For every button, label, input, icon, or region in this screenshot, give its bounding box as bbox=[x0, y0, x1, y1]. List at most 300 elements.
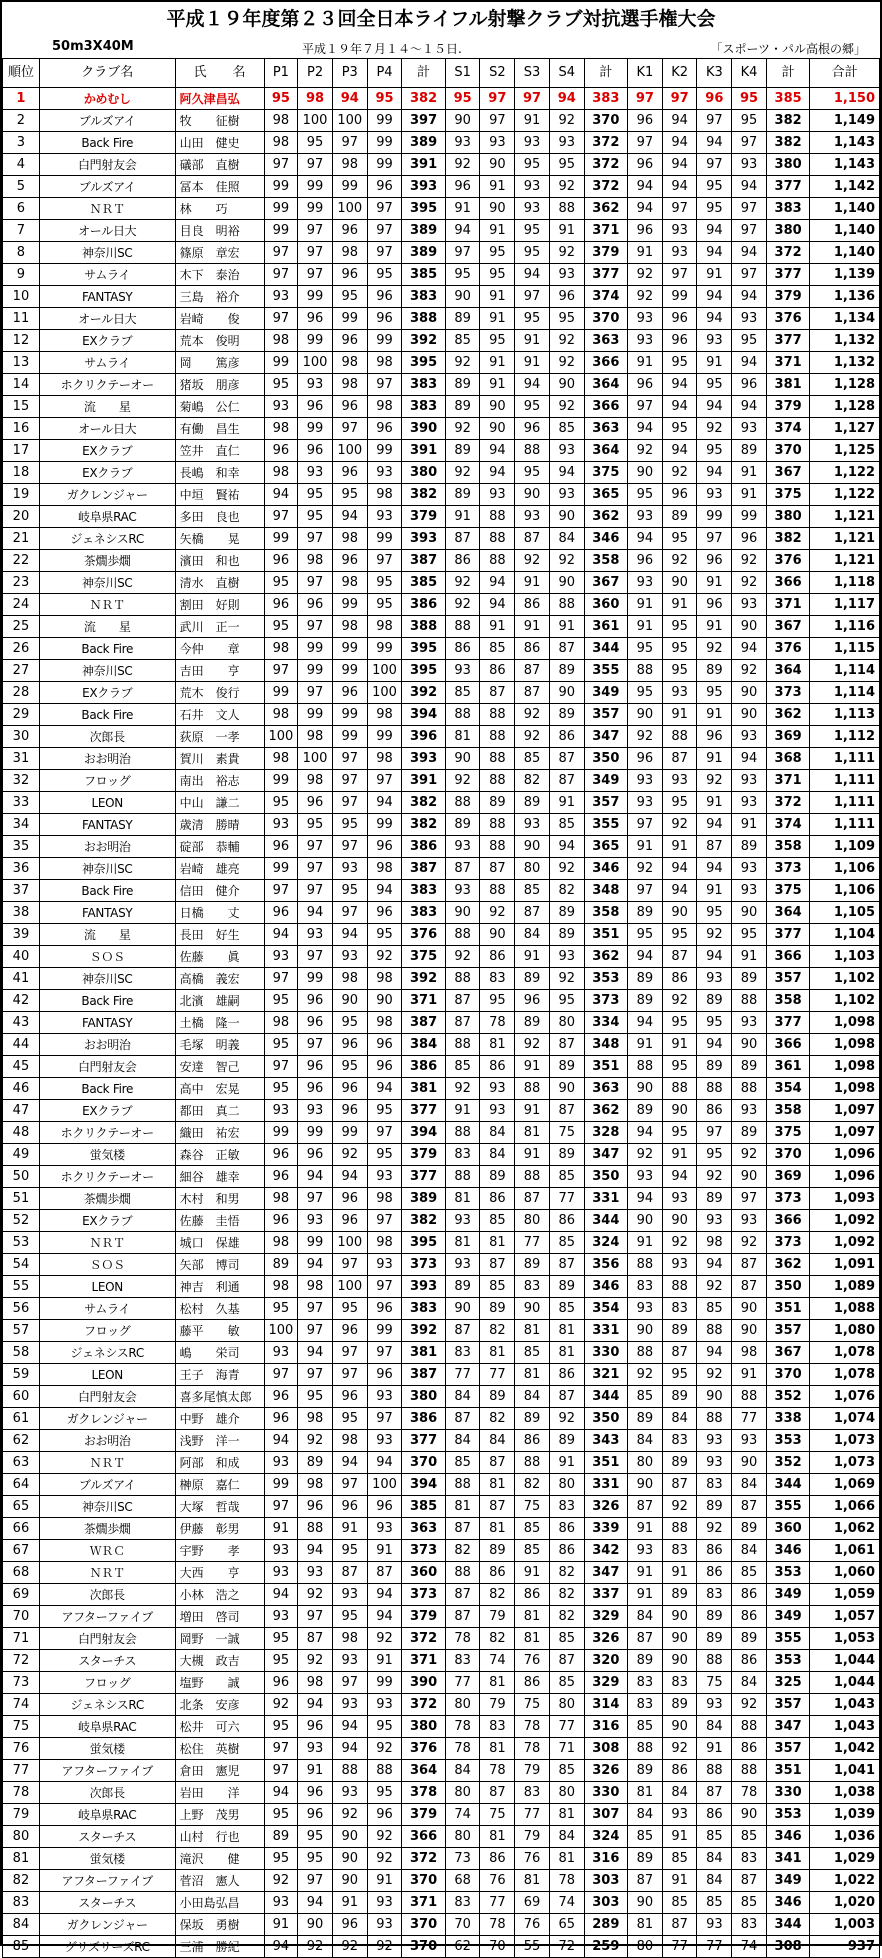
cell-p1: 94 bbox=[264, 924, 298, 946]
cell-p4: 98 bbox=[367, 352, 402, 374]
cell-grand-total: 1,136 bbox=[810, 286, 880, 308]
cell-s-total: 349 bbox=[584, 682, 627, 704]
cell-k-total: 371 bbox=[766, 352, 809, 374]
cell-name: 石井 文人 bbox=[175, 704, 264, 726]
cell-s1: 92 bbox=[445, 594, 480, 616]
cell-p-total: 384 bbox=[402, 1034, 445, 1056]
cell-p2: 93 bbox=[298, 374, 333, 396]
cell-s3: 85 bbox=[515, 748, 550, 770]
cell-club: LEON bbox=[39, 792, 175, 814]
cell-p2: 96 bbox=[298, 1144, 333, 1166]
cell-k-total: 346 bbox=[766, 1826, 809, 1848]
cell-p-total: 380 bbox=[402, 462, 445, 484]
cell-name: 北条 安彦 bbox=[175, 1694, 264, 1716]
cell-p-total: 389 bbox=[402, 220, 445, 242]
table-row bbox=[3, 1430, 880, 1452]
cell-p3: 100 bbox=[332, 440, 367, 462]
cell-s1: 81 bbox=[445, 1496, 480, 1518]
cell-k3: 75 bbox=[697, 1672, 732, 1694]
cell-p4: 97 bbox=[367, 1210, 402, 1232]
cell-k2: 91 bbox=[662, 1034, 697, 1056]
cell-k2: 95 bbox=[662, 638, 697, 660]
cell-s-total: 372 bbox=[584, 176, 627, 198]
cell-p3: 90 bbox=[332, 990, 367, 1012]
cell-s4: 92 bbox=[549, 968, 584, 990]
cell-club: おお明治 bbox=[39, 1430, 175, 1452]
cell-k3: 84 bbox=[697, 1848, 732, 1870]
cell-p1: 99 bbox=[264, 528, 298, 550]
cell-name: 嶋 栄司 bbox=[175, 1342, 264, 1364]
cell-s2: 86 bbox=[480, 660, 515, 682]
cell-p1: 95 bbox=[264, 1716, 298, 1738]
cell-s1: 93 bbox=[445, 660, 480, 682]
cell-s-total: 357 bbox=[584, 704, 627, 726]
cell-s2: 87 bbox=[480, 1782, 515, 1804]
cell-p-total: 376 bbox=[402, 1738, 445, 1760]
cell-s4: 85 bbox=[549, 1298, 584, 1320]
table-row bbox=[3, 1650, 880, 1672]
cell-p3: 97 bbox=[332, 1672, 367, 1694]
cell-k-total: 372 bbox=[766, 242, 809, 264]
cell-p2: 97 bbox=[298, 836, 333, 858]
cell-s-total: 346 bbox=[584, 858, 627, 880]
cell-s1: 95 bbox=[445, 264, 480, 286]
cell-p3: 95 bbox=[332, 1012, 367, 1034]
cell-s-total: 320 bbox=[584, 1650, 627, 1672]
cell-p2: 97 bbox=[298, 1034, 333, 1056]
cell-grand-total: 1,132 bbox=[810, 352, 880, 374]
cell-p4: 96 bbox=[367, 308, 402, 330]
cell-p4: 97 bbox=[367, 1122, 402, 1144]
cell-grand-total: 1,044 bbox=[810, 1650, 880, 1672]
cell-k3: 99 bbox=[697, 506, 732, 528]
cell-k2: 83 bbox=[662, 1540, 697, 1562]
cell-p2: 96 bbox=[298, 1496, 333, 1518]
cell-s4: 89 bbox=[549, 1430, 584, 1452]
cell-s4: 81 bbox=[549, 1848, 584, 1870]
cell-k2: 84 bbox=[662, 1782, 697, 1804]
cell-s2: 93 bbox=[480, 484, 515, 506]
cell-club: FANTASY bbox=[39, 286, 175, 308]
cell-s-total: 374 bbox=[584, 286, 627, 308]
cell-s3: 81 bbox=[515, 1606, 550, 1628]
cell-s2: 77 bbox=[480, 1364, 515, 1386]
header-s-total: 計 bbox=[584, 59, 627, 88]
cell-k-total: 377 bbox=[766, 1012, 809, 1034]
cell-p3: 96 bbox=[332, 330, 367, 352]
cell-p4: 97 bbox=[367, 242, 402, 264]
cell-name: 小田島弘昌 bbox=[175, 1892, 264, 1914]
cell-p4: 94 bbox=[367, 880, 402, 902]
cell-k4: 89 bbox=[732, 968, 767, 990]
cell-s3: 93 bbox=[515, 132, 550, 154]
cell-s2: 91 bbox=[480, 374, 515, 396]
cell-k-total: 382 bbox=[766, 132, 809, 154]
cell-p1: 98 bbox=[264, 132, 298, 154]
cell-s-total: 358 bbox=[584, 550, 627, 572]
cell-k4: 84 bbox=[732, 1540, 767, 1562]
cell-s-total: 371 bbox=[584, 220, 627, 242]
cell-name: 大西 亨 bbox=[175, 1562, 264, 1584]
cell-k1: 81 bbox=[628, 1782, 663, 1804]
cell-p1: 96 bbox=[264, 1672, 298, 1694]
cell-s3: 91 bbox=[515, 572, 550, 594]
cell-k2: 77 bbox=[662, 1936, 697, 1958]
cell-s4: 86 bbox=[549, 1210, 584, 1232]
cell-rank: 53 bbox=[3, 1232, 40, 1254]
cell-p-total: 395 bbox=[402, 638, 445, 660]
cell-club: 白門射友会 bbox=[39, 1056, 175, 1078]
cell-k2: 92 bbox=[662, 1496, 697, 1518]
cell-k-total: 360 bbox=[766, 1518, 809, 1540]
cell-grand-total: 1,043 bbox=[810, 1694, 880, 1716]
cell-name: 北濱 雄嗣 bbox=[175, 990, 264, 1012]
cell-s4: 93 bbox=[549, 440, 584, 462]
cell-p2: 99 bbox=[298, 1122, 333, 1144]
cell-p1: 93 bbox=[264, 1540, 298, 1562]
cell-p3: 95 bbox=[332, 286, 367, 308]
table-row bbox=[3, 1584, 880, 1606]
cell-k2: 89 bbox=[662, 1584, 697, 1606]
cell-s3: 85 bbox=[515, 1342, 550, 1364]
cell-p1: 97 bbox=[264, 968, 298, 990]
cell-club: ホクリクテーオー bbox=[39, 1166, 175, 1188]
cell-k2: 97 bbox=[662, 264, 697, 286]
cell-s3: 92 bbox=[515, 704, 550, 726]
cell-p1: 95 bbox=[264, 1078, 298, 1100]
cell-rank: 3 bbox=[3, 132, 40, 154]
cell-k3: 88 bbox=[697, 1078, 732, 1100]
cell-s2: 89 bbox=[480, 792, 515, 814]
cell-p2: 96 bbox=[298, 1804, 333, 1826]
cell-p1: 94 bbox=[264, 1430, 298, 1452]
cell-s4: 81 bbox=[549, 1804, 584, 1826]
cell-p3: 98 bbox=[332, 374, 367, 396]
event-venue: 「スポーツ・パル高根の郷」 bbox=[710, 42, 866, 56]
cell-rank: 72 bbox=[3, 1650, 40, 1672]
cell-p1: 97 bbox=[264, 1056, 298, 1078]
table-row bbox=[3, 1386, 880, 1408]
cell-k-total: 349 bbox=[766, 1584, 809, 1606]
cell-k2: 90 bbox=[662, 1100, 697, 1122]
table-row bbox=[3, 1892, 880, 1914]
cell-p3: 100 bbox=[332, 1276, 367, 1298]
cell-k2: 96 bbox=[662, 308, 697, 330]
cell-k4: 86 bbox=[732, 1584, 767, 1606]
cell-rank: 32 bbox=[3, 770, 40, 792]
cell-grand-total: 1,078 bbox=[810, 1364, 880, 1386]
cell-k1: 92 bbox=[628, 726, 663, 748]
cell-p1: 96 bbox=[264, 594, 298, 616]
cell-p1: 93 bbox=[264, 1892, 298, 1914]
cell-k1: 90 bbox=[628, 1078, 663, 1100]
cell-p3: 97 bbox=[332, 1254, 367, 1276]
cell-k4: 74 bbox=[732, 1936, 767, 1958]
cell-s-total: 354 bbox=[584, 1298, 627, 1320]
cell-p-total: 370 bbox=[402, 1870, 445, 1892]
cell-p2: 95 bbox=[298, 814, 333, 836]
header-k1: K1 bbox=[628, 59, 663, 88]
cell-p-total: 391 bbox=[402, 154, 445, 176]
cell-k4: 95 bbox=[732, 330, 767, 352]
cell-s1: 83 bbox=[445, 1342, 480, 1364]
cell-s1: 88 bbox=[445, 792, 480, 814]
cell-p2: 97 bbox=[298, 858, 333, 880]
cell-k1: 93 bbox=[628, 1298, 663, 1320]
cell-k2: 91 bbox=[662, 1562, 697, 1584]
cell-k3: 93 bbox=[697, 1452, 732, 1474]
cell-name: 倉田 憲児 bbox=[175, 1760, 264, 1782]
cell-s1: 84 bbox=[445, 1760, 480, 1782]
header-p2: P2 bbox=[298, 59, 333, 88]
cell-s-total: 331 bbox=[584, 1188, 627, 1210]
table-row bbox=[3, 506, 880, 528]
cell-k-total: 366 bbox=[766, 1210, 809, 1232]
cell-p3: 99 bbox=[332, 660, 367, 682]
cell-s1: 78 bbox=[445, 1716, 480, 1738]
cell-p3: 96 bbox=[332, 396, 367, 418]
cell-k1: 90 bbox=[628, 1320, 663, 1342]
cell-k1: 92 bbox=[628, 440, 663, 462]
cell-s-total: 356 bbox=[584, 1254, 627, 1276]
cell-p3: 96 bbox=[332, 1188, 367, 1210]
cell-k1: 91 bbox=[628, 616, 663, 638]
cell-p4: 96 bbox=[367, 1496, 402, 1518]
cell-grand-total: 1,104 bbox=[810, 924, 880, 946]
cell-k3: 94 bbox=[697, 1254, 732, 1276]
cell-s1: 78 bbox=[445, 1628, 480, 1650]
cell-k1: 89 bbox=[628, 902, 663, 924]
cell-name: 大塚 哲哉 bbox=[175, 1496, 264, 1518]
cell-p1: 95 bbox=[264, 374, 298, 396]
cell-k2: 87 bbox=[662, 1342, 697, 1364]
cell-p-total: 377 bbox=[402, 1166, 445, 1188]
cell-k-total: 379 bbox=[766, 286, 809, 308]
cell-club: EXクラブ bbox=[39, 682, 175, 704]
cell-name: 松住 英樹 bbox=[175, 1738, 264, 1760]
cell-s1: 89 bbox=[445, 396, 480, 418]
cell-k-total: 355 bbox=[766, 1628, 809, 1650]
cell-p4: 94 bbox=[367, 1606, 402, 1628]
cell-k1: 87 bbox=[628, 1870, 663, 1892]
cell-rank: 68 bbox=[3, 1562, 40, 1584]
cell-s3: 90 bbox=[515, 836, 550, 858]
cell-p4: 96 bbox=[367, 1056, 402, 1078]
cell-p1: 94 bbox=[264, 1782, 298, 1804]
cell-p4: 97 bbox=[367, 1276, 402, 1298]
cell-s3: 80 bbox=[515, 1210, 550, 1232]
cell-p1: 98 bbox=[264, 418, 298, 440]
cell-name: 小林 浩之 bbox=[175, 1584, 264, 1606]
table-row bbox=[3, 396, 880, 418]
cell-k2: 96 bbox=[662, 484, 697, 506]
cell-rank: 81 bbox=[3, 1848, 40, 1870]
cell-k1: 95 bbox=[628, 924, 663, 946]
cell-p4: 96 bbox=[367, 836, 402, 858]
cell-club: 岐阜県RAC bbox=[39, 506, 175, 528]
cell-s4: 95 bbox=[549, 308, 584, 330]
cell-p4: 95 bbox=[367, 88, 402, 110]
table-row bbox=[3, 770, 880, 792]
cell-s2: 85 bbox=[480, 1276, 515, 1298]
cell-s1: 83 bbox=[445, 1892, 480, 1914]
cell-p2: 91 bbox=[298, 1760, 333, 1782]
cell-s-total: 344 bbox=[584, 638, 627, 660]
cell-k1: 91 bbox=[628, 1584, 663, 1606]
cell-name: 多田 良也 bbox=[175, 506, 264, 528]
cell-s2: 91 bbox=[480, 220, 515, 242]
cell-k4: 89 bbox=[732, 836, 767, 858]
cell-k3: 93 bbox=[697, 968, 732, 990]
cell-club: 岐阜県RAC bbox=[39, 1716, 175, 1738]
cell-k2: 90 bbox=[662, 572, 697, 594]
header-club: クラブ名 bbox=[39, 59, 175, 88]
cell-rank: 56 bbox=[3, 1298, 40, 1320]
cell-k1: 90 bbox=[628, 704, 663, 726]
cell-p4: 96 bbox=[367, 286, 402, 308]
cell-p4: 99 bbox=[367, 132, 402, 154]
cell-k2: 95 bbox=[662, 1122, 697, 1144]
cell-k2: 93 bbox=[662, 1188, 697, 1210]
cell-s1: 84 bbox=[445, 1430, 480, 1452]
cell-p3: 97 bbox=[332, 418, 367, 440]
cell-rank: 84 bbox=[3, 1914, 40, 1936]
cell-s3: 94 bbox=[515, 264, 550, 286]
cell-name: 日橋 丈 bbox=[175, 902, 264, 924]
cell-p4: 91 bbox=[367, 1870, 402, 1892]
cell-k4: 92 bbox=[732, 572, 767, 594]
cell-p4: 93 bbox=[367, 1914, 402, 1936]
cell-p1: 96 bbox=[264, 550, 298, 572]
cell-s-total: 316 bbox=[584, 1716, 627, 1738]
cell-grand-total: 1,102 bbox=[810, 968, 880, 990]
cell-rank: 37 bbox=[3, 880, 40, 902]
cell-p2: 96 bbox=[298, 440, 333, 462]
cell-k4: 94 bbox=[732, 176, 767, 198]
cell-k-total: 373 bbox=[766, 1188, 809, 1210]
cell-s4: 81 bbox=[549, 1342, 584, 1364]
cell-s-total: 362 bbox=[584, 506, 627, 528]
cell-s3: 92 bbox=[515, 1034, 550, 1056]
cell-s-total: 366 bbox=[584, 396, 627, 418]
cell-p1: 98 bbox=[264, 748, 298, 770]
cell-p1: 97 bbox=[264, 880, 298, 902]
cell-s4: 91 bbox=[549, 792, 584, 814]
table-row bbox=[3, 242, 880, 264]
cell-k1: 97 bbox=[628, 814, 663, 836]
cell-p4: 99 bbox=[367, 638, 402, 660]
cell-p2: 95 bbox=[298, 484, 333, 506]
cell-k1: 96 bbox=[628, 110, 663, 132]
table-row bbox=[3, 968, 880, 990]
cell-k2: 91 bbox=[662, 704, 697, 726]
cell-grand-total: 1,140 bbox=[810, 198, 880, 220]
cell-k1: 88 bbox=[628, 1056, 663, 1078]
cell-k4: 87 bbox=[732, 1254, 767, 1276]
cell-p-total: 395 bbox=[402, 198, 445, 220]
cell-p3: 96 bbox=[332, 550, 367, 572]
cell-p4: 98 bbox=[367, 704, 402, 726]
cell-name: 伊藤 彰男 bbox=[175, 1518, 264, 1540]
cell-p2: 99 bbox=[298, 330, 333, 352]
cell-s-total: 328 bbox=[584, 1122, 627, 1144]
cell-p-total: 379 bbox=[402, 1804, 445, 1826]
cell-s1: 81 bbox=[445, 726, 480, 748]
cell-k4: 88 bbox=[732, 1386, 767, 1408]
header-p1: P1 bbox=[264, 59, 298, 88]
cell-name: 安達 智己 bbox=[175, 1056, 264, 1078]
cell-p2: 93 bbox=[298, 1562, 333, 1584]
cell-k4: 84 bbox=[732, 1672, 767, 1694]
cell-s-total: 337 bbox=[584, 1584, 627, 1606]
cell-p2: 95 bbox=[298, 1386, 333, 1408]
cell-p-total: 382 bbox=[402, 484, 445, 506]
cell-k4: 90 bbox=[732, 1452, 767, 1474]
cell-s4: 71 bbox=[549, 1738, 584, 1760]
cell-club: ブルズアイ bbox=[39, 176, 175, 198]
cell-p-total: 371 bbox=[402, 1650, 445, 1672]
cell-k1: 87 bbox=[628, 1628, 663, 1650]
cell-k-total: 366 bbox=[766, 572, 809, 594]
cell-name: 三浦 勝紀 bbox=[175, 1936, 264, 1958]
cell-grand-total: 1,020 bbox=[810, 1892, 880, 1914]
cell-k-total: 330 bbox=[766, 1782, 809, 1804]
cell-name: 猪坂 朋彦 bbox=[175, 374, 264, 396]
cell-p2: 95 bbox=[298, 132, 333, 154]
cell-k2: 91 bbox=[662, 1870, 697, 1892]
cell-k3: 95 bbox=[697, 902, 732, 924]
cell-s1: 93 bbox=[445, 1210, 480, 1232]
cell-s-total: 344 bbox=[584, 1210, 627, 1232]
cell-k2: 94 bbox=[662, 1166, 697, 1188]
cell-grand-total: 1,139 bbox=[810, 264, 880, 286]
cell-club: 流 星 bbox=[39, 396, 175, 418]
cell-p4: 94 bbox=[367, 1452, 402, 1474]
cell-k2: 95 bbox=[662, 418, 697, 440]
cell-rank: 58 bbox=[3, 1342, 40, 1364]
cell-k4: 93 bbox=[732, 1430, 767, 1452]
cell-grand-total: 1,116 bbox=[810, 616, 880, 638]
cell-k2: 95 bbox=[662, 1056, 697, 1078]
cell-k1: 83 bbox=[628, 1276, 663, 1298]
cell-p4: 99 bbox=[367, 154, 402, 176]
cell-p2: 96 bbox=[298, 594, 333, 616]
cell-club: オール日大 bbox=[39, 220, 175, 242]
cell-k1: 91 bbox=[628, 1034, 663, 1056]
cell-name: 長嶋 和幸 bbox=[175, 462, 264, 484]
cell-club: EXクラブ bbox=[39, 440, 175, 462]
cell-s1: 78 bbox=[445, 1738, 480, 1760]
cell-grand-total: 1,149 bbox=[810, 110, 880, 132]
cell-p-total: 387 bbox=[402, 858, 445, 880]
cell-p4: 99 bbox=[367, 1320, 402, 1342]
cell-p2: 99 bbox=[298, 286, 333, 308]
cell-p-total: 379 bbox=[402, 1606, 445, 1628]
cell-s4: 80 bbox=[549, 1474, 584, 1496]
cell-s-total: 349 bbox=[584, 770, 627, 792]
cell-s2: 94 bbox=[480, 440, 515, 462]
cell-k-total: 367 bbox=[766, 616, 809, 638]
cell-k2: 90 bbox=[662, 1210, 697, 1232]
cell-grand-total: 1,036 bbox=[810, 1826, 880, 1848]
cell-club: ジェネシスRC bbox=[39, 1694, 175, 1716]
cell-s3: 95 bbox=[515, 462, 550, 484]
cell-s2: 81 bbox=[480, 1474, 515, 1496]
cell-p-total: 386 bbox=[402, 594, 445, 616]
cell-s3: 95 bbox=[515, 220, 550, 242]
cell-club: 茶燗歩燗 bbox=[39, 1518, 175, 1540]
cell-name: 岩崎 俊 bbox=[175, 308, 264, 330]
